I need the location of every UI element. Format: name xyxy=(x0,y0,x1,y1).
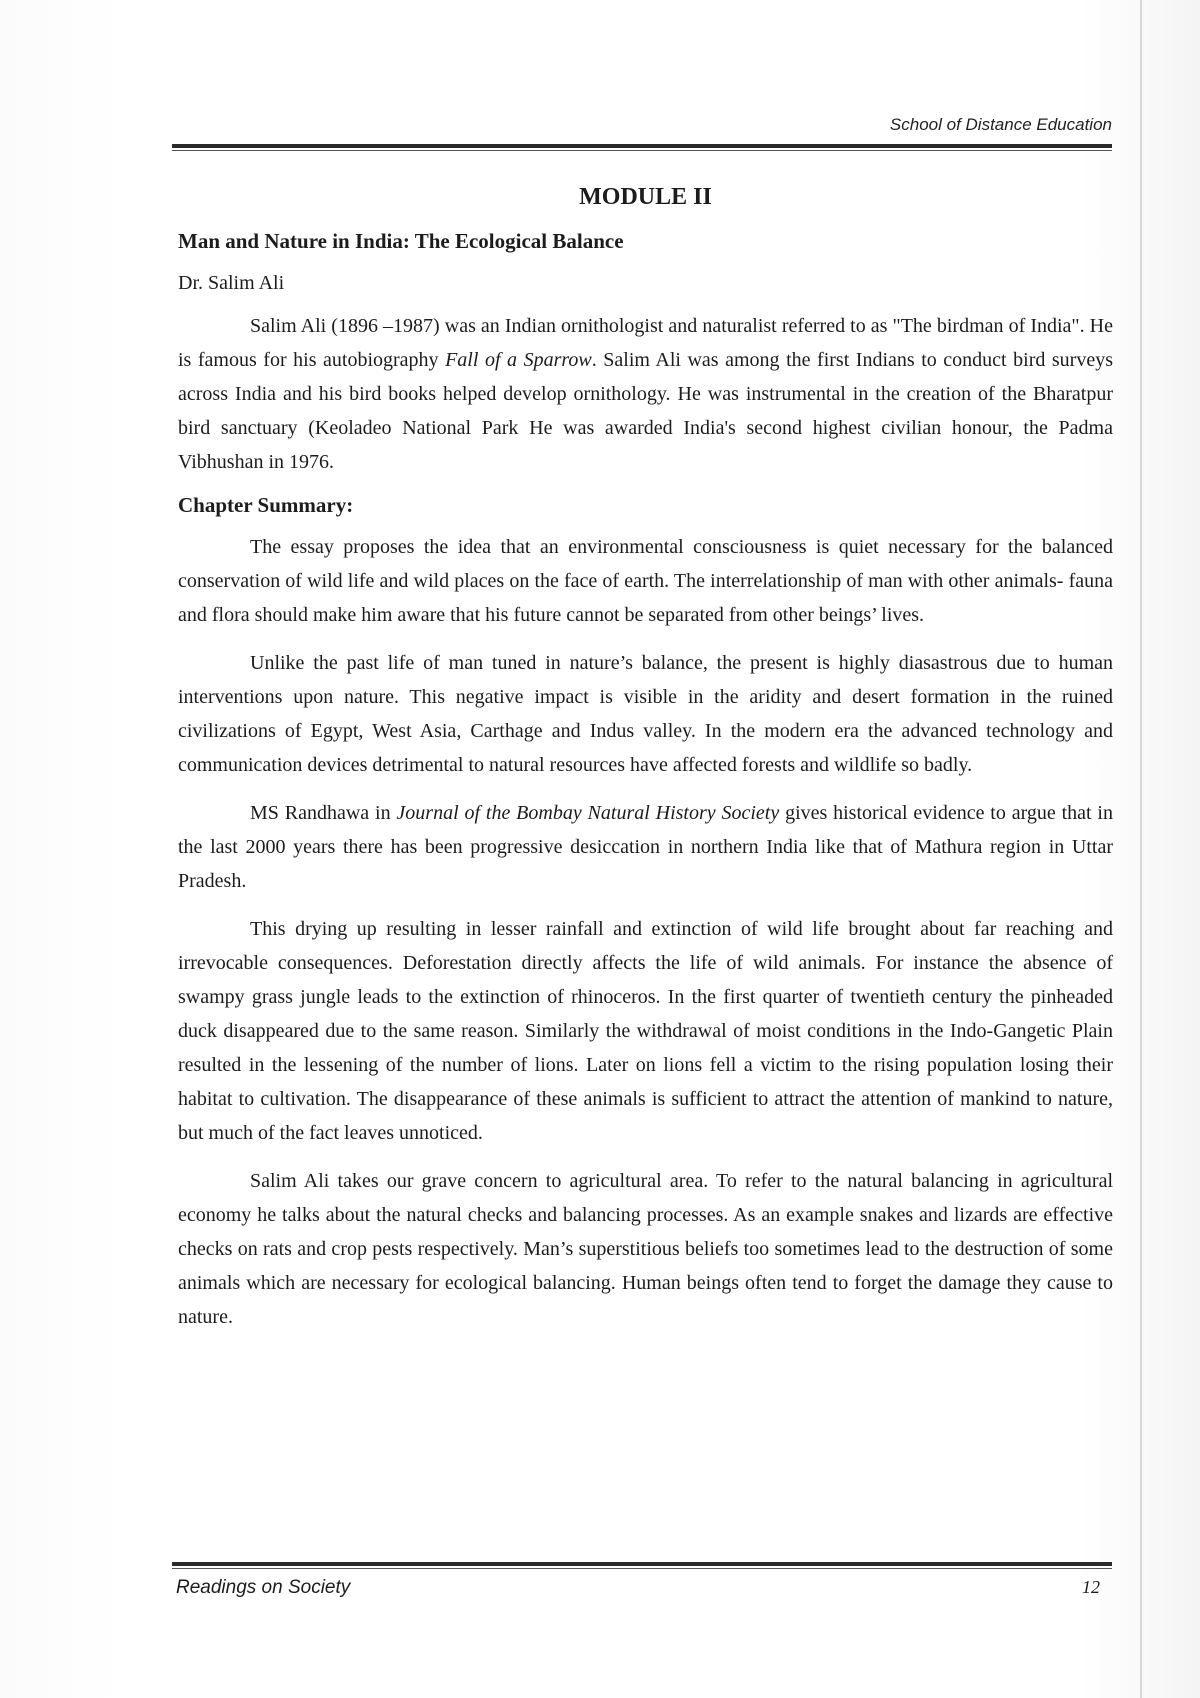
header-school-name: School of Distance Education xyxy=(889,115,1112,134)
journal-title: Journal of the Bombay Natural History Society xyxy=(396,802,780,824)
chapter-summary-heading: Chapter Summary: xyxy=(178,493,354,517)
intro-text-1: Salim Ali (1896 –1987) was an Indian ornithologist and naturalist referred to as "The birdman of India". He is famous for his autobiography xyxy=(178,315,1113,371)
page-number: 12 xyxy=(1082,1577,1100,1597)
summary-paragraph-5: Salim Ali takes our grave concern to agricultural area. To refer to the natural balancing in agricultural economy he talks about the natural checks and balancing processes. As an example snakes and lizards are effective checks on rats and crop pests respectively. Man’s superstitious beliefs too sometimes lead to the destruction of some animals which are necessary for ecological balancing. Human beings often tend to forget the damage they cause to nature. xyxy=(178,1170,1113,1328)
summary-paragraph-4: This drying up resulting in lesser rainfall and extinction of wild life brought about far reaching and irrevocable consequences. Deforestation directly affects the life of wild animals. For instance the absence of swampy grass jungle leads to the extinction of rhinoceros. In the first quarter of twentieth century the pinheaded duck disappeared due to the same reason. Similarly the withdrawal of moist conditions in the Indo-Gangetic Plain resulted in the lessening of the number of lions. Later on lions fell a victim to the rising population losing their habitat to cultivation. The disappearance of these animals is sufficient to attract the attention of mankind to nature, but much of the fact leaves unnoticed. xyxy=(178,918,1113,1144)
intro-paragraph xyxy=(178,309,1113,479)
author-name: Dr. Salim Ali xyxy=(178,272,285,294)
book-title: Fall of a Sparrow xyxy=(445,349,592,371)
summary-paragraph-1: The essay proposes the idea that an environmental consciousness is quiet necessary for the balanced conservation of wild life and wild places on the face of earth. The interrelationship of man with other animals- fauna and flora should make him aware that his future cannot be separated from other beings’ lives. xyxy=(178,536,1113,626)
summary-paragraph-2: Unlike the past life of man tuned in nature’s balance, the present is highly diasastrous due to human interventions upon nature. This negative impact is visible in the aridity and desert formation in the ruined civilizations of Egypt, West Asia, Carthage and Indus valley. In the modern era the advanced technology and communication devices detrimental to natural resources have affected forests and wildlife so badly. xyxy=(178,652,1113,776)
intro-text-2: . Salim Ali was among the first Indians to conduct bird surveys across India and his bird books helped develop ornithology. He was instrumental in the creation of the Bharatpur bird sanctuary (Keoladeo National Park He was awarded India's second highest civilian honour, the Padma Vibhushan in 1976. xyxy=(178,349,1113,473)
footer-book-title: Readings on Society xyxy=(176,1577,351,1598)
footer-rule xyxy=(172,1562,1112,1566)
section-title: Man and Nature in India: The Ecological Balance xyxy=(178,229,624,253)
footer-rule-thin xyxy=(172,1568,1112,1569)
summary-paragraph-3 xyxy=(178,796,1113,898)
p3-text-2: gives historical evidence to argue that in the last 2000 years there has been progressive desiccation in northern India like that of Mathura region in Uttar Pradesh. xyxy=(178,802,1113,892)
p3-text-1: MS Randhawa in xyxy=(250,802,397,824)
main-content xyxy=(178,176,1113,1348)
header-rule xyxy=(172,144,1112,148)
module-title: MODULE II xyxy=(579,184,712,210)
page-edge-shadow xyxy=(1140,0,1142,1698)
header-rule-thin xyxy=(172,150,1112,151)
